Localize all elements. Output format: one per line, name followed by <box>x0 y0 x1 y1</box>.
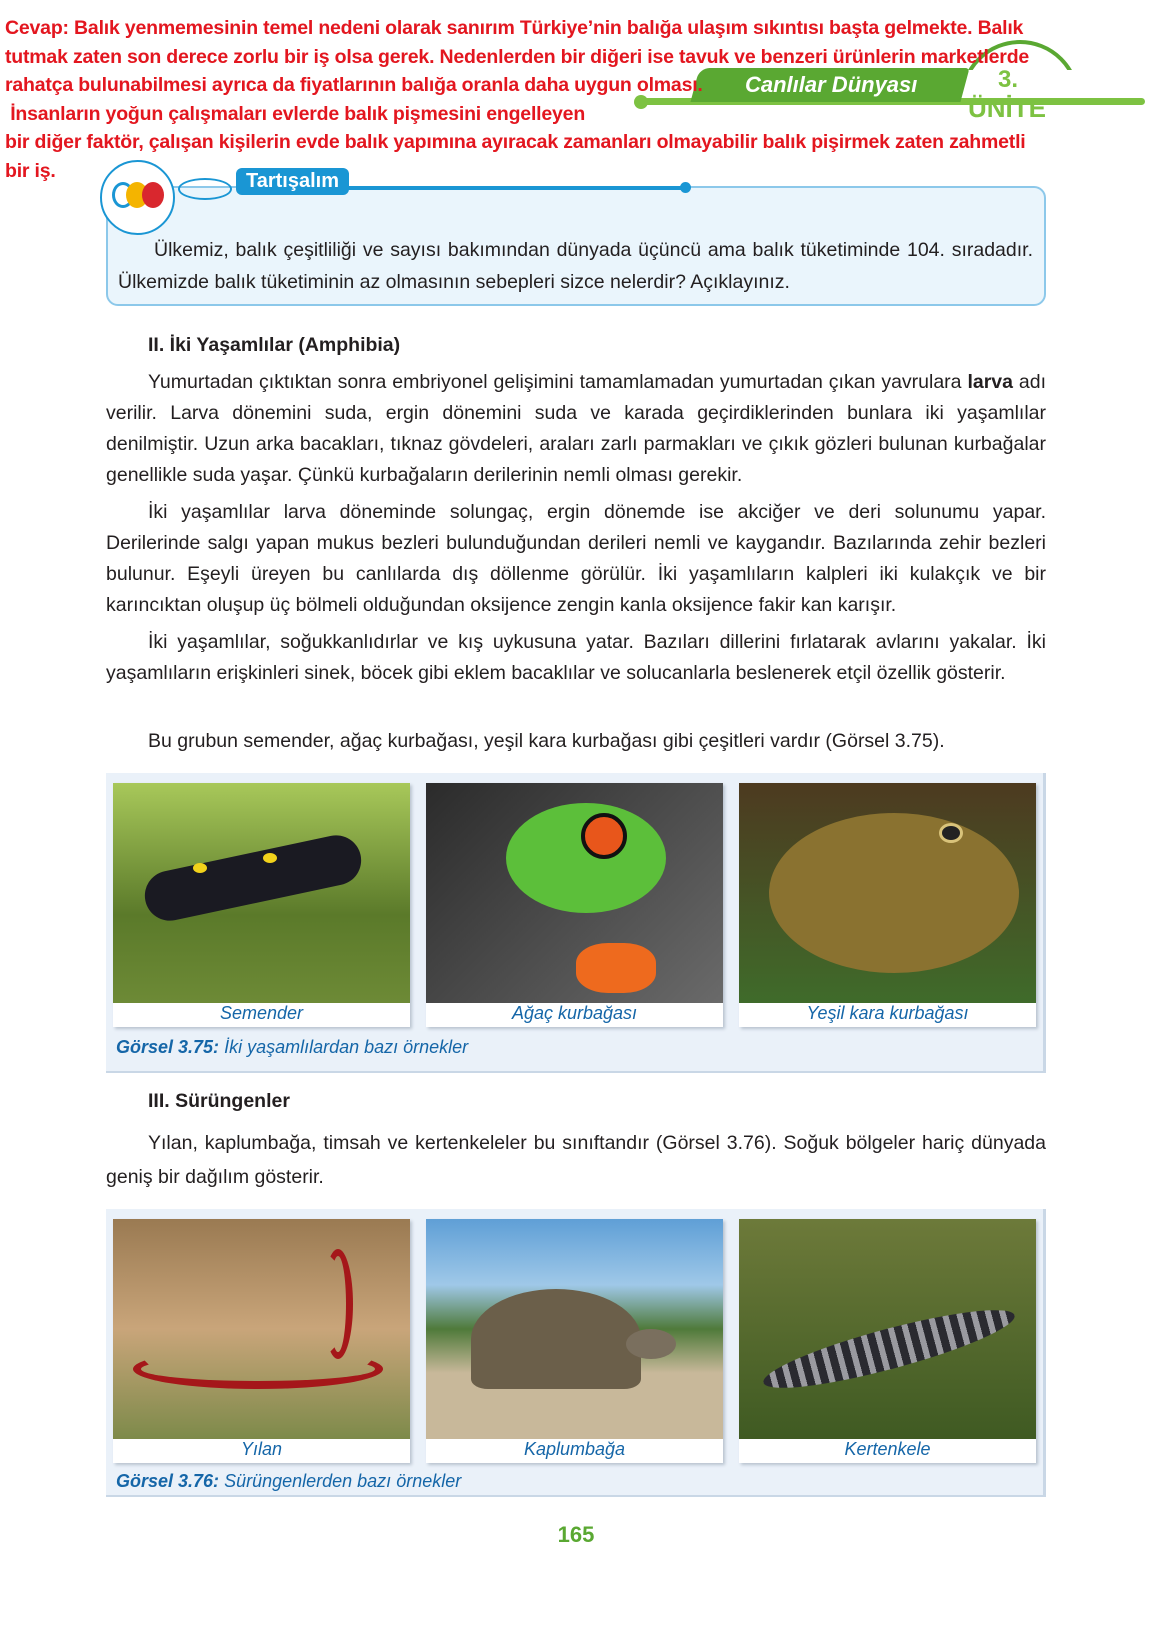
answer-line: tutmak zaten son derece zorlu bir iş olsa gerek. Nedenlerden bir diğeri ise tavuk ve benzeri ürünlerin marketlerde <box>5 45 1030 68</box>
lizard-photo <box>739 1219 1036 1439</box>
text: Yumurtadan çıktıktan sonra embriyonel gelişimini tamamlamadan yumurtadan çıkan yavrulara <box>148 371 968 393</box>
figure-title: Sürüngenlerden bazı örnekler <box>219 1471 462 1491</box>
figure-caption <box>116 1037 468 1058</box>
chapter-title: Canlılar Dünyası <box>745 72 918 97</box>
text: adı verilir. Larva dönemini suda, ergin dönemini suda ve karada geçirdiklerinden bunlara iki yaşamlılar denilmiştir. Uzun arka bacakları, tıknaz gövdeleri, araları zarlı parmakları ve çıkık gözleri bulunan kurbağalar genellikle suda yaşar. Çünkü kurbağaların derilerinin nemli olması gerekir. <box>106 371 1046 486</box>
tortoise-photo <box>426 1219 723 1439</box>
figure-card <box>113 1219 410 1463</box>
snake-photo <box>113 1219 410 1439</box>
photo-caption: Semender <box>219 1003 304 1023</box>
answer-line: bir iş. <box>5 159 56 182</box>
answer-line: bir diğer faktör, çalışan kişilerin evde balık yapımına ayıracak zamanları olmayabilir balık pişirmek zaten zahmetli <box>5 131 1026 154</box>
photo-caption: Yılan <box>240 1439 283 1459</box>
paragraph: İki yaşamlılar, soğukkanlıdırlar ve kış uykusuna yatar. Bazıları dillerini fırlatarak avlarını yakalar. İki yaşamlıların erişkinleri sinek, böcek gibi eklem bacaklılar ve solucanlarla beslenerek etçil özellik gösterir. <box>106 631 1046 684</box>
paragraph: İki yaşamlılar larva döneminde solungaç, ergin dönemde ise akciğer ve deri solunumu yapar. Derilerinde salgı yapan mukus bezleri bulunduğundan derileri nemli ve kaygandır. Bazılarında zehir bezleri bulunur. Eşeyli üreyen bu canlılarda dış döllenme görülür. İki yaşamlıların kalpleri iki kulakçık ve bir karıncıktan oluşup üç bölmeli olduğundan oksijence zengin kanla oksijence fakir kan karışır. <box>106 501 1046 616</box>
figure-caption <box>116 1471 461 1492</box>
discussion-label: Tartışalım <box>236 168 349 195</box>
salamander-photo <box>113 783 410 1003</box>
section-heading-amphibia: II. İki Yaşamlılar (Amphibia) <box>148 334 401 356</box>
paragraph <box>106 367 1046 491</box>
photo-caption: Kertenkele <box>844 1439 931 1459</box>
toad-photo <box>739 783 1036 1003</box>
answer-line: İnsanların yoğun çalışmaları evlerde balık pişmesini engelleyen <box>5 102 586 125</box>
figure-card <box>426 783 723 1027</box>
unit-number: 3. <box>998 66 1019 93</box>
figure-card <box>113 783 410 1027</box>
term-larva: larva <box>967 371 1013 393</box>
figure-card <box>739 783 1036 1027</box>
figure-title: İki yaşamlılardan bazı örnekler <box>219 1037 469 1057</box>
answer-line: Cevap: Balık yenmemesinin temel nedeni olarak sanırım Türkiye’nin balığa ulaşım sıkıntısı başta gelmekte. Balık <box>5 17 1024 39</box>
figure-label: Görsel 3.76: <box>116 1471 220 1491</box>
answer-line: rahatça bulunabilmesi ayrıca da fiyatlarının balığa oranla daha uygun olması. <box>5 74 703 97</box>
photo-caption: Kaplumbağa <box>523 1439 626 1459</box>
figure-3-76 <box>106 1209 1046 1497</box>
handwritten-answer <box>5 14 1150 186</box>
paragraph: Yılan, kaplumbağa, timsah ve kertenkeleler bu sınıftandır (Görsel 3.76). Soğuk bölgeler hariç dünyada geniş bir dağılım gösterir. <box>106 1132 1046 1188</box>
photo-caption: Ağaç kurbağası <box>511 1003 638 1023</box>
figure-label: Görsel 3.75: <box>116 1037 220 1057</box>
discussion-box <box>106 186 1046 306</box>
unit-label: ÜNİTE <box>968 93 1046 123</box>
photo-caption: Yeşil kara kurbağası <box>806 1003 969 1023</box>
paragraph: Bu grubun semender, ağaç kurbağası, yeşil kara kurbağası gibi çeşitleri vardır (Görsel 3.75). <box>148 730 945 752</box>
page-number: 165 <box>557 1522 595 1547</box>
figure-3-75 <box>106 773 1046 1073</box>
section-heading-reptiles: III. Sürüngenler <box>148 1090 290 1112</box>
tree-frog-photo <box>426 783 723 1003</box>
discussion-line <box>345 186 685 190</box>
figure-card <box>426 1219 723 1463</box>
figure-card <box>739 1219 1036 1463</box>
discussion-text: Ülkemiz, balık çeşitliliği ve sayısı bakımından dünyada üçüncü ama balık tüketiminde 104. sıradadır. Ülkemizde balık tüketiminin az olmasının sebepleri sizce nelerdir? Açıklayınız. <box>118 239 1033 293</box>
